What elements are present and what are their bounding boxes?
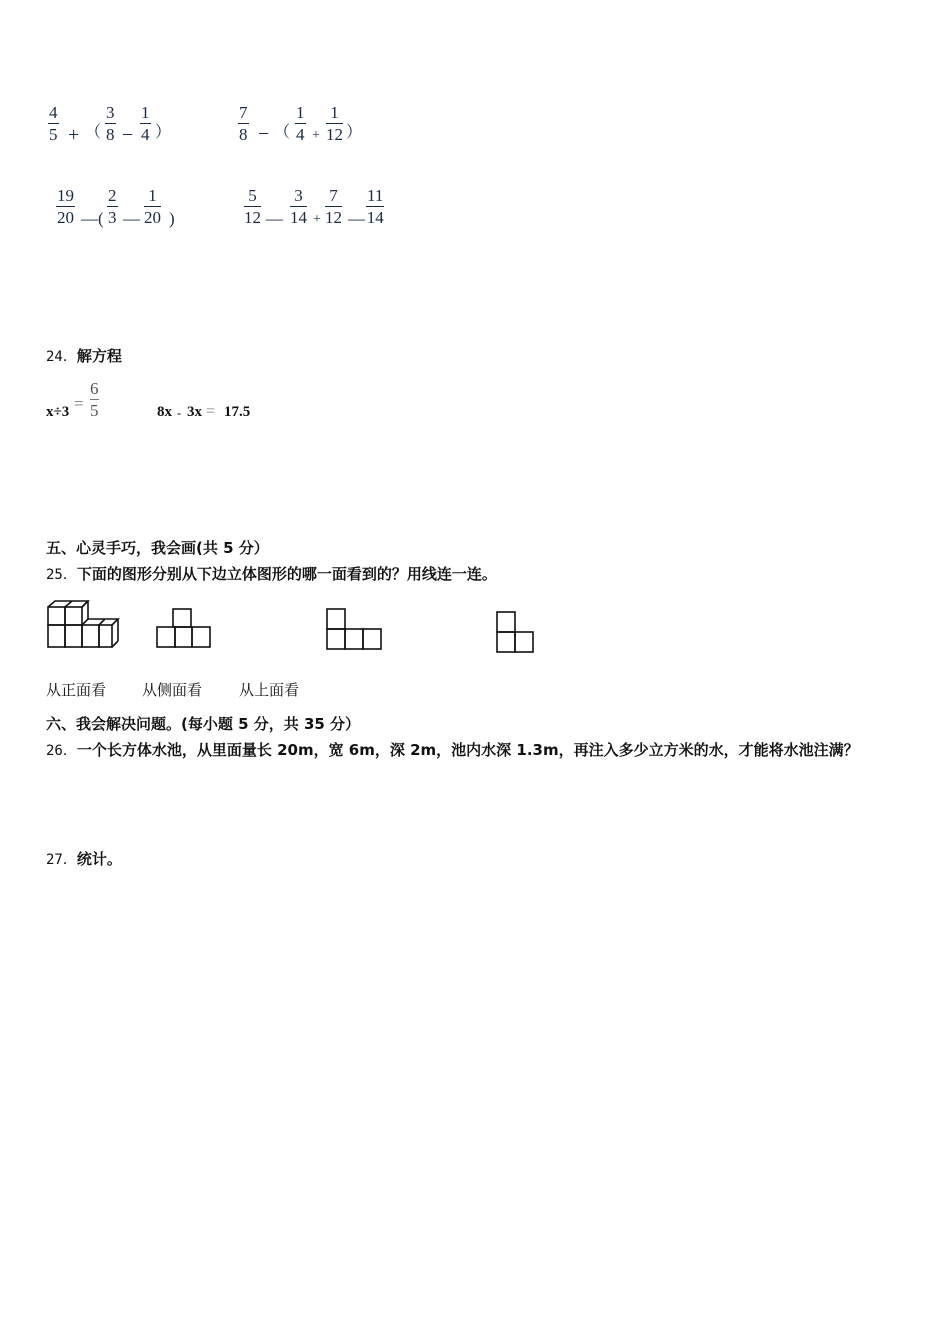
cube-face — [65, 607, 82, 625]
fraction — [140, 104, 151, 143]
cube-face — [48, 607, 65, 625]
question-number: 26． — [46, 743, 77, 759]
fraction — [295, 104, 306, 143]
fraction — [366, 187, 384, 226]
equation-left: x÷3 — [46, 404, 70, 420]
cube-edge — [65, 601, 72, 607]
square — [515, 632, 533, 652]
denominator: 5 — [90, 401, 99, 420]
numerator: 1 — [330, 103, 339, 122]
view-shape-1 — [155, 607, 213, 651]
view-shape-2 — [325, 607, 383, 651]
section-5-title: 五、心灵手巧，我会画(共 5 分） — [46, 539, 269, 557]
numerator: 1 — [141, 103, 150, 122]
denominator: 12 — [326, 125, 343, 144]
close-paren: ） — [346, 124, 363, 141]
question-number: 27． — [46, 852, 77, 868]
plus-sign: + — [313, 212, 321, 227]
square — [363, 629, 381, 649]
denominator: 4 — [296, 125, 305, 144]
fraction — [48, 104, 59, 143]
numerator: 2 — [108, 186, 117, 205]
minus-sign: — — [123, 209, 140, 228]
open-paren: （ — [274, 124, 291, 141]
fraction — [238, 104, 249, 143]
fraction — [90, 380, 99, 419]
equation-right: 17.5 — [224, 404, 251, 420]
minus-sign: — — [348, 209, 365, 228]
question-text: 一个长方体水池，从里面量长 20m，宽 6m，深 2m，池内水深 1.3m，再注入多少立方米的水，才能将水池注满？ — [76, 741, 859, 759]
plus-sign: + — [312, 128, 320, 143]
square — [327, 629, 345, 649]
square — [175, 627, 192, 647]
fraction — [290, 187, 307, 226]
fraction — [107, 187, 118, 226]
minus-sign: — — [266, 209, 283, 228]
view-label-top: 从上面看 — [239, 681, 300, 699]
minus-sign: - — [177, 406, 181, 420]
numerator: 3 — [294, 186, 303, 205]
question-text: 下面的图形分别从下边立体图形的哪一面看到的？用线连一连。 — [76, 565, 497, 583]
question-24-heading — [46, 345, 122, 366]
open-paren: （ — [85, 124, 102, 141]
close-paren: ） — [155, 124, 172, 141]
fraction — [244, 187, 261, 226]
cube-edge — [112, 641, 118, 647]
close-paren: ) — [169, 209, 175, 228]
cube-face — [48, 625, 65, 647]
equation-left: 8x — [157, 404, 172, 420]
square — [497, 632, 515, 652]
square — [157, 627, 175, 647]
cube-face — [82, 625, 99, 647]
square — [345, 629, 363, 649]
question-title: 解方程 — [76, 347, 122, 365]
denominator: 5 — [49, 125, 58, 144]
denominator: 3 — [108, 208, 117, 227]
view-shape-3 — [495, 610, 537, 656]
numerator: 1 — [296, 103, 305, 122]
minus-sign: − — [122, 124, 134, 146]
denominator: 8 — [239, 125, 248, 144]
denominator: 8 — [106, 125, 115, 144]
cube-face — [65, 625, 82, 647]
question-25-heading — [46, 563, 497, 584]
square — [192, 627, 210, 647]
square — [327, 609, 345, 629]
numerator: 5 — [248, 186, 257, 205]
question-26 — [46, 739, 859, 760]
square — [497, 612, 515, 632]
numerator: 7 — [329, 186, 338, 205]
denominator: 4 — [141, 125, 150, 144]
plus-sign: + — [68, 124, 80, 146]
cube-edge — [82, 601, 88, 607]
denominator: 12 — [244, 208, 261, 227]
minus-sign: — — [81, 209, 98, 228]
square — [173, 609, 191, 627]
view-label-side: 从侧面看 — [142, 681, 203, 699]
equation-term: 3x — [187, 404, 202, 420]
view-label-front: 从正面看 — [46, 681, 107, 699]
minus-sign: − — [258, 123, 270, 145]
cube-face — [99, 625, 112, 647]
fraction — [144, 187, 161, 226]
question-number: 24． — [46, 349, 77, 365]
denominator: 12 — [325, 208, 342, 227]
fraction — [105, 104, 116, 143]
numerator: 11 — [367, 186, 384, 205]
numerator: 1 — [148, 186, 157, 205]
equals-sign: = — [74, 394, 84, 413]
cube-edge — [99, 619, 105, 625]
section-6-title: 六、我会解决问题。(每小题 5 分，共 35 分） — [46, 715, 361, 733]
numerator: 19 — [57, 186, 74, 205]
denominator: 20 — [144, 208, 161, 227]
fraction — [56, 187, 75, 226]
numerator: 4 — [49, 103, 58, 122]
denominator: 14 — [290, 208, 307, 227]
denominator: 20 — [57, 208, 74, 227]
numerator: 7 — [239, 103, 248, 122]
numerator: 3 — [106, 103, 115, 122]
question-text: 统计。 — [76, 850, 122, 868]
cube-solid-figure — [46, 600, 120, 652]
question-number: 25． — [46, 567, 77, 583]
open-paren: ( — [98, 209, 104, 228]
denominator: 14 — [366, 208, 384, 227]
fraction — [325, 187, 342, 226]
question-27 — [46, 848, 122, 869]
fraction — [326, 104, 343, 143]
numerator: 6 — [90, 379, 99, 398]
equals-sign: = — [206, 403, 216, 420]
